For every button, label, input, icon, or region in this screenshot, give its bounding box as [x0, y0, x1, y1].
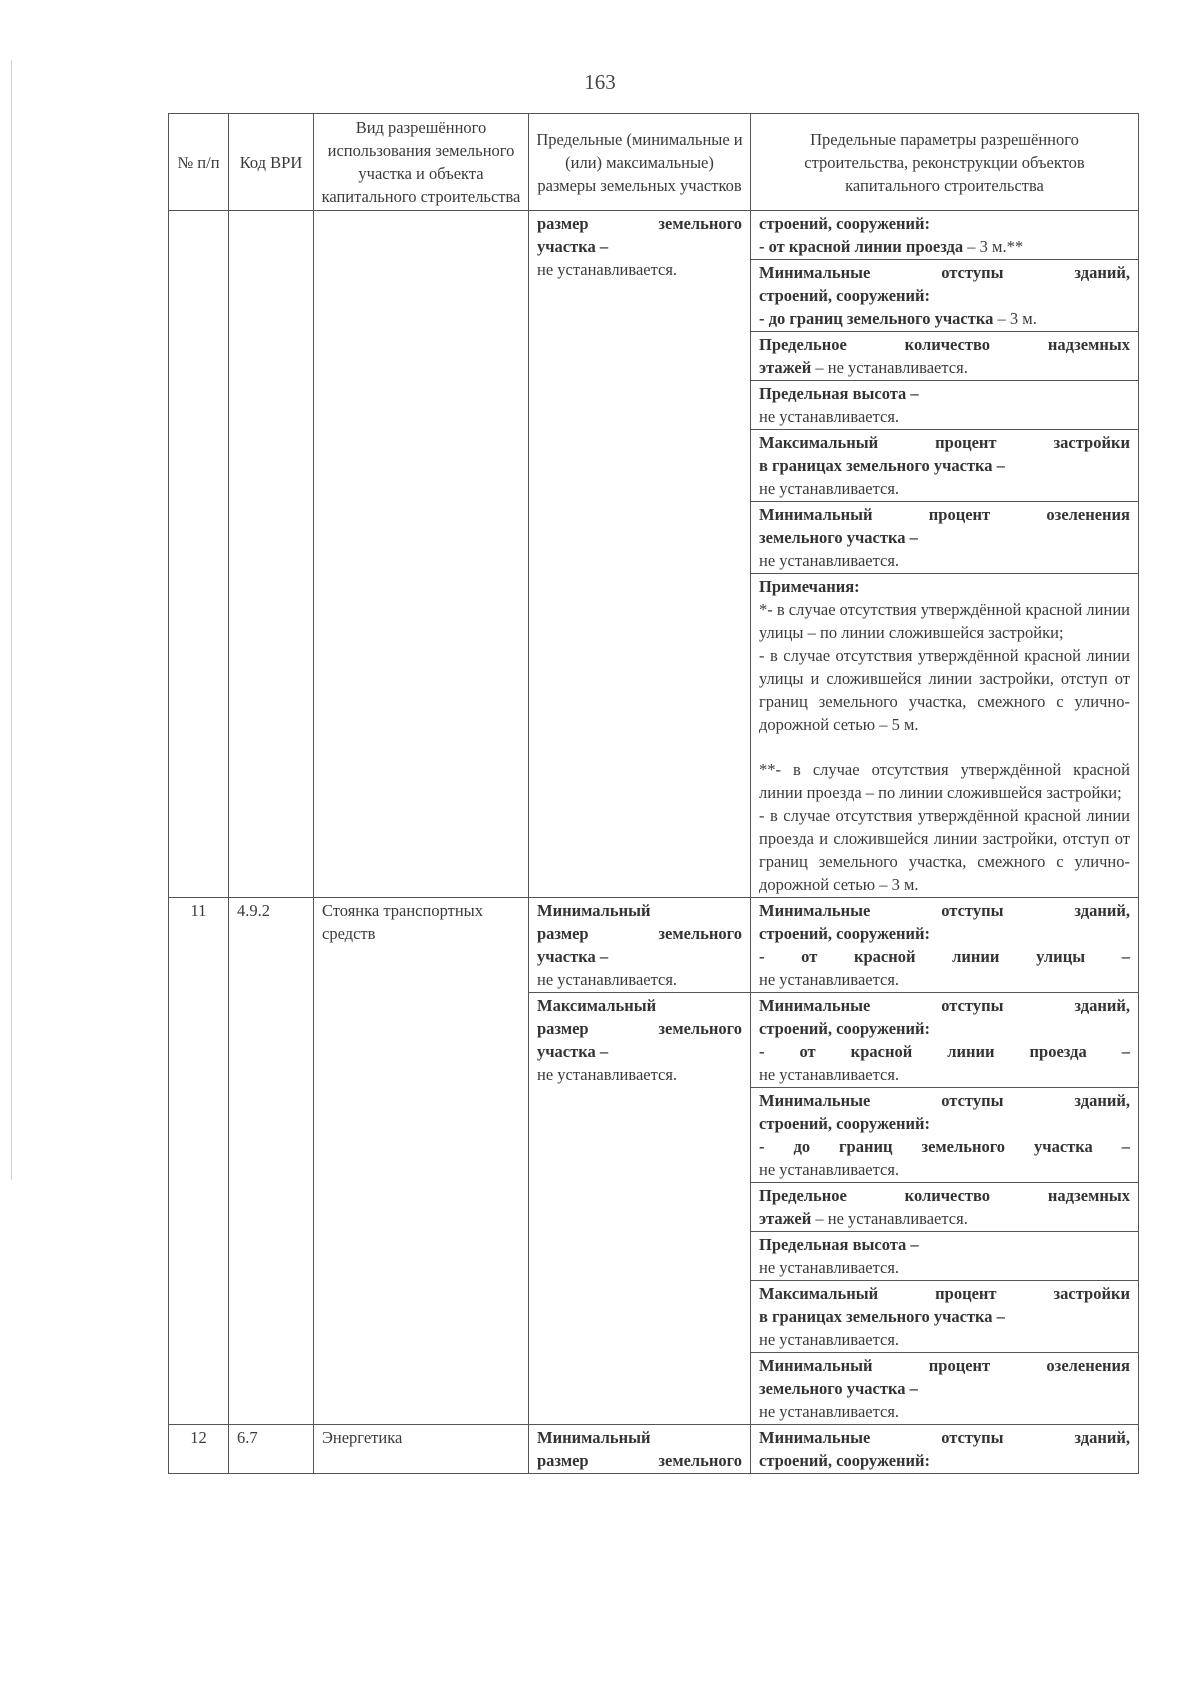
param-cell: [751, 381, 1139, 430]
param-value: – не устанавливается.: [811, 1209, 968, 1228]
param-value: не устанавливается.: [759, 551, 900, 570]
cell-code: 6.7: [229, 1425, 314, 1474]
param-line: строений, сооружений:: [759, 1451, 931, 1470]
header-code: Код ВРИ: [229, 114, 314, 211]
param-line: Минимальные отступы зданий,: [759, 1428, 1130, 1447]
page-number: 163: [584, 70, 616, 94]
param-line: Максимальный процент застройки: [759, 1284, 1130, 1303]
param-line: строений, сооружений:: [759, 286, 931, 305]
param-line: Минимальные отступы зданий,: [759, 901, 1130, 920]
param-value: не устанавливается.: [759, 1258, 900, 1277]
param-cell: [751, 1353, 1139, 1425]
table-row: [169, 898, 1139, 993]
param-value: не устанавливается.: [759, 1330, 900, 1349]
param-line: Предельное количество надземных: [759, 335, 1130, 354]
scan-edge-mark: [11, 60, 12, 1180]
note-text: - в случае отсутствия утверждённой красной линии проезда и сложившейся линии застройки, отступ от границ земельного участка, смежного с улично-дорожной сетью – 3 м.: [759, 806, 1130, 894]
cell-use-type: Энергетика: [314, 1425, 529, 1474]
param-line: этажей: [759, 358, 812, 377]
cell-number: 12: [169, 1425, 229, 1474]
param-line: Минимальные отступы зданий,: [759, 1091, 1130, 1110]
notes-cell: [751, 574, 1139, 898]
param-line: строений, сооружений:: [759, 214, 931, 233]
header-number: № п/п: [169, 114, 229, 211]
param-line: в границах земельного участка –: [759, 456, 1005, 475]
param-cell: [751, 211, 1139, 260]
notes-title: Примечания:: [759, 577, 860, 596]
param-line: - от красной линии улицы –: [759, 947, 1130, 966]
param-value: не устанавливается.: [759, 1065, 900, 1084]
param-line: - до границ земельного участка –: [759, 1137, 1130, 1156]
param-line: земельного участка –: [759, 528, 918, 547]
size-value: не устанавливается.: [537, 1065, 678, 1084]
param-line: - от красной линии проезда: [759, 237, 964, 256]
note-text: - в случае отсутствия утверждённой красной линии улицы и сложившейся линии застройки, отступ от границ земельного участка, смежного с улично-дорожной сетью – 5 м.: [759, 646, 1130, 734]
size-line: Минимальный: [537, 1428, 651, 1447]
cell-code: 4.9.2: [229, 898, 314, 1425]
param-line: строений, сооружений:: [759, 1019, 931, 1038]
size-line: Минимальный: [537, 901, 651, 920]
size-value: не устанавливается.: [537, 260, 678, 279]
param-value: не устанавливается.: [759, 407, 900, 426]
size-value: не устанавливается.: [537, 970, 678, 989]
size-line: размер земельного: [537, 1019, 742, 1038]
size-line: участка –: [537, 1042, 609, 1061]
param-value: не устанавливается.: [759, 1160, 900, 1179]
param-value: не устанавливается.: [759, 970, 900, 989]
cell-plot-size: [529, 211, 751, 898]
param-line: Минимальные отступы зданий,: [759, 996, 1130, 1015]
note-text: *- в случае отсутствия утверждённой красной линии улицы – по линии сложившейся застройки;: [759, 600, 1130, 642]
param-cell: [751, 898, 1139, 993]
cell-plot-size-min: [529, 1425, 751, 1474]
param-value: – 3 м.: [993, 309, 1037, 328]
cell-plot-size-min: [529, 898, 751, 993]
regulation-table: [168, 113, 1139, 1474]
cell-number: 11: [169, 898, 229, 1425]
param-cell: [751, 1088, 1139, 1183]
cell-plot-size-max: [529, 993, 751, 1425]
param-cell: [751, 502, 1139, 574]
param-value: не устанавливается.: [759, 1402, 900, 1421]
param-line: Минимальный процент озеленения: [759, 1356, 1130, 1375]
param-line: Минимальные отступы зданий,: [759, 263, 1130, 282]
size-line: участка –: [537, 237, 609, 256]
size-line: участка –: [537, 947, 609, 966]
param-cell: [751, 430, 1139, 502]
param-line: в границах земельного участка –: [759, 1307, 1005, 1326]
size-line: размер земельного: [537, 1451, 742, 1470]
cell-use-type: [314, 211, 529, 898]
cell-code: [229, 211, 314, 898]
param-cell: [751, 260, 1139, 332]
header-plot-size: Предельные (минимальные и (или) максимальные) размеры земельных участков: [529, 114, 751, 211]
param-line: земельного участка –: [759, 1379, 918, 1398]
table-row-continued: [169, 211, 1139, 260]
param-line: этажей: [759, 1209, 812, 1228]
size-line: размер земельного: [537, 924, 742, 943]
param-cell: [751, 1281, 1139, 1353]
param-line: строений, сооружений:: [759, 1114, 931, 1133]
param-line: строений, сооружений:: [759, 924, 931, 943]
param-cell: [751, 993, 1139, 1088]
param-value: – 3 м.**: [963, 237, 1024, 256]
param-cell: [751, 1425, 1139, 1474]
param-line: - от красной линии проезда –: [759, 1042, 1130, 1061]
header-parameters: Предельные параметры разрешённого строительства, реконструкции объектов капитального строительства: [751, 114, 1139, 211]
param-cell: [751, 332, 1139, 381]
table-row: [169, 1425, 1139, 1474]
table-header-row: [169, 114, 1139, 211]
note-text: **- в случае отсутствия утверждённой красной линии проезда – по линии сложившейся застройки;: [759, 760, 1130, 802]
param-line: Предельная высота –: [759, 384, 919, 403]
param-line: - до границ земельного участка: [759, 309, 994, 328]
param-value: – не устанавливается.: [811, 358, 968, 377]
size-line: Максимальный: [537, 996, 657, 1015]
param-cell: [751, 1232, 1139, 1281]
param-line: Предельная высота –: [759, 1235, 919, 1254]
param-line: Предельное количество надземных: [759, 1186, 1130, 1205]
size-line: размер земельного: [537, 214, 742, 233]
cell-number: [169, 211, 229, 898]
param-line: Максимальный процент застройки: [759, 433, 1130, 452]
param-value: не устанавливается.: [759, 479, 900, 498]
cell-use-type: Стоянка транспортных средств: [314, 898, 529, 1425]
header-use-type: Вид разрешённого использования земельного участка и объекта капитального строительства: [314, 114, 529, 211]
param-line: Минимальный процент озеленения: [759, 505, 1130, 524]
param-cell: [751, 1183, 1139, 1232]
